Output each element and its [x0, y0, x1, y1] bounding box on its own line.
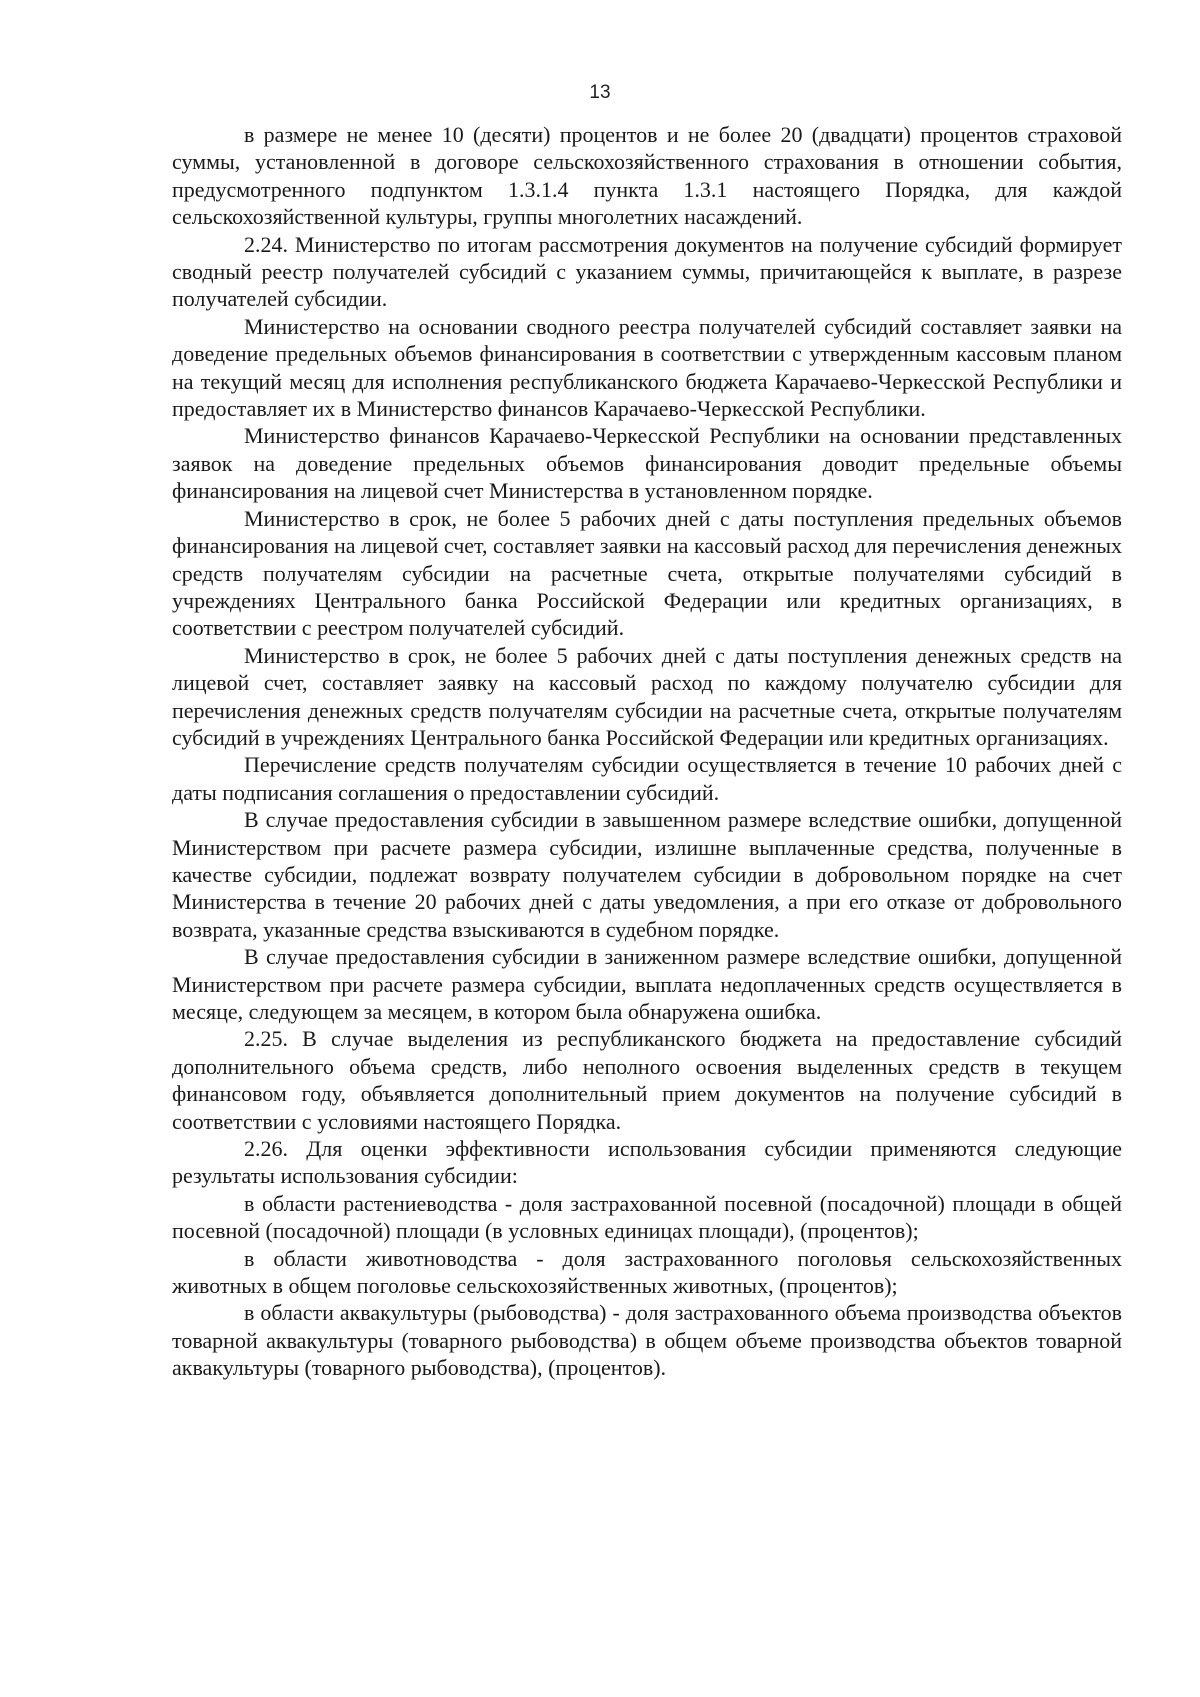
- document-body: [172, 121, 1122, 1382]
- paragraph-ministry-finance: Министерство финансов Карачаево-Черкесской Республики на основании представленных заявок на доведение предельных объемов финансирования доводит предельные объемы финансирования на лицевой счет Министерства в установленном порядке.: [172, 423, 1122, 504]
- paragraph-ministry-requests: Министерство на основании сводного реестра получателей субсидий составляет заявки на доведение предельных объемов финансирования в соответствии с утвержденным кассовым планом на текущий месяц для исполнения республиканского бюджета Карачаево-Черкесской Республики и предоставляет их в Министерство финансов Карачаево-Черкесской Республики.: [172, 313, 1122, 422]
- paragraph-cash-requests: Министерство в срок, не более 5 рабочих дней с даты поступления предельных объемов финансирования на лицевой счет, составляет заявки на кассовый расход для перечисления денежных средств получателям субсидии на расчетные счета, открытые получателями субсидий в учреждениях Центрального банка Российской Федерации или кредитных организациях, в соответствии с реестром получателей субсидий.: [172, 505, 1122, 641]
- paragraph-2-26: 2.26. Для оценки эффективности использования субсидии применяются следующие результаты использования субсидии:: [172, 1136, 1122, 1189]
- paragraph-transfer-terms: Перечисление средств получателям субсидии осуществляется в течение 10 рабочих дней с даты подписания соглашения о предоставлении субсидий.: [172, 752, 1122, 805]
- paragraph-aquaculture-result: в области аквакультуры (рыбоводства) - доля застрахованного объема производства объектов товарной аквакультуры (товарного рыбоводства) в общем объеме производства объектов товарной аквакультуры (товарного рыбоводства), (процентов).: [172, 1300, 1122, 1381]
- paragraph-cash-request-each: Министерство в срок, не более 5 рабочих дней с даты поступления денежных средств на лицевой счет, составляет заявку на кассовый расход по каждому получателю субсидии для перечисления денежных средств получателям субсидии на расчетные счета, открытые получателям субсидий в учреждениях Центрального банка Российской Федерации или кредитных организациях.: [172, 642, 1122, 750]
- paragraph-2-25: 2.25. В случае выделения из республиканского бюджета на предоставление субсидий дополнительного объема средств, либо неполного освоения выделенных средств в текущем финансовом году, объявляется дополнительный прием документов на получение субсидий в соответствии с условиями настоящего Порядка.: [172, 1026, 1122, 1134]
- paragraph-overpayment: В случае предоставления субсидии в завышенном размере вследствие ошибки, допущенной Министерством при расчете размера субсидии, излишне выплаченные средства, полученные в качестве субсидии, подлежат возврату получателем субсидии в добровольном порядке на счет Министерства в течение 20 рабочих дней с даты уведомления, а при его отказе от добровольного возврата, указанные средства взыскиваются в судебном порядке.: [172, 807, 1122, 942]
- paragraph-continuation: в размере не менее 10 (десяти) процентов и не более 20 (двадцати) процентов страховой суммы, установленной в договоре сельскохозяйственного страхования в отношении события, предусмотренного подпунктом 1.3.1.4 пункта 1.3.1 настоящего Порядка, для каждой сельскохозяйственной культуры, группы многолетних насаждений.: [172, 122, 1122, 230]
- paragraph-2-24: 2.24. Министерство по итогам рассмотрения документов на получение субсидий формирует сводный реестр получателей субсидий с указанием суммы, причитающейся к выплате, в разрезе получателей субсидии.: [172, 231, 1122, 312]
- page-number: 13: [589, 82, 611, 103]
- paragraph-crop-result: в области растениеводства - доля застрахованной посевной (посадочной) площади в общей посевной (посадочной) площади (в условных единицах площади), (процентов);: [172, 1190, 1122, 1244]
- paragraph-livestock-result: в области животноводства - доля застрахованного поголовья сельскохозяйственных животных в общем поголовье сельскохозяйственных животных, (процентов);: [172, 1245, 1122, 1299]
- paragraph-underpayment: В случае предоставления субсидии в заниженном размере вследствие ошибки, допущенной Министерством при расчете размера субсидии, выплата недоплаченных средств осуществляется в месяце, следующем за месяцем, в котором была обнаружена ошибка.: [172, 944, 1122, 1024]
